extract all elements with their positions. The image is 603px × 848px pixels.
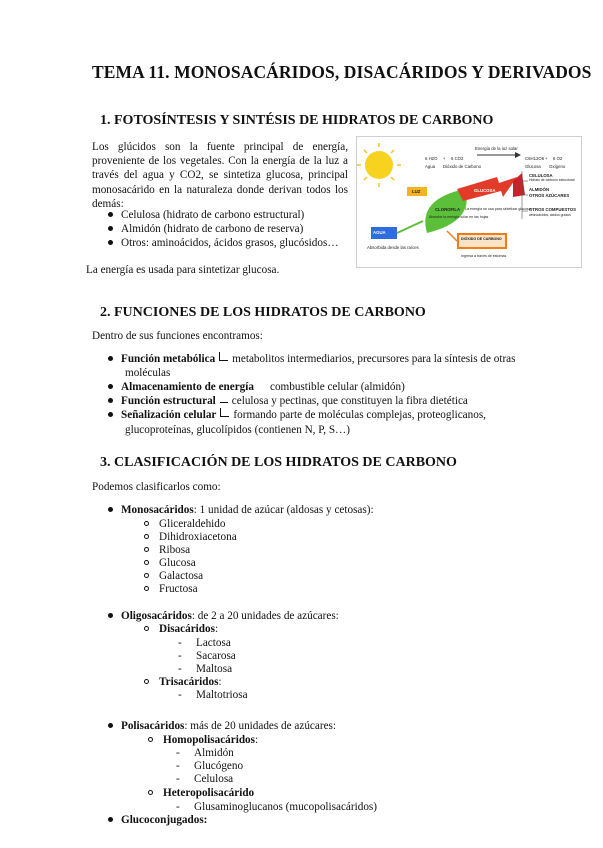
right-compuestos: OTROS COMPUESTOS <box>529 207 576 212</box>
sub-list-item: Gliceraldehido <box>144 517 225 531</box>
agua-desc: Absorbida desde las raíces <box>367 245 419 250</box>
list-item: Monosacáridos: 1 unidad de azúcar (aldosas y cetosas): <box>108 503 374 517</box>
circle-bullet-icon <box>144 547 149 552</box>
right-celulosa-desc: Hidrato de carbono estructural <box>529 178 575 182</box>
sub-list-item: Trisacáridos: <box>144 675 222 689</box>
list-item: Glucoconjugados: <box>108 813 207 827</box>
bullet-icon <box>108 817 113 822</box>
circle-bullet-icon <box>148 790 153 795</box>
bullet-icon <box>108 240 113 245</box>
sub-list-item: Fructosa <box>144 582 198 596</box>
right-otros: OTROS AZÚCARES <box>529 193 570 198</box>
section3-intro: Podemos clasificarlos como: <box>92 481 221 493</box>
arrow-icon <box>219 352 228 361</box>
plus-sign: + <box>545 156 548 161</box>
circle-bullet-icon <box>144 626 149 631</box>
list-item: Oligosacáridos: de 2 a 20 unidades de azúcares: <box>108 609 339 623</box>
bullet-icon <box>108 384 113 389</box>
sub-sub-list-item: - Maltosa <box>178 663 233 675</box>
list-item: Almidón (hidrato de carbono de reserva) <box>108 222 303 236</box>
clorofila-desc: Absorbe la energía solar en las hojas <box>429 215 489 219</box>
formula-co2: 6 CO2 <box>451 156 464 161</box>
bullet-icon <box>108 212 113 217</box>
page-title: TEMA 11. MONOSACÁRIDOS, DISACÁRIDOS Y DERIVADOS <box>92 62 592 82</box>
right-compuestos-desc: aminoácidos, ácidos grasos <box>529 213 571 217</box>
arrow-icon <box>220 394 228 403</box>
bullet-icon <box>108 613 113 618</box>
photosynthesis-diagram <box>356 136 582 268</box>
right-almidon: ALMIDÓN <box>529 187 550 192</box>
section1-closing: La energía es usada para sintetizar glucosa. <box>86 264 280 276</box>
list-item: Función metabólica metabolitos intermediarios, precursores para la síntesis de otras <box>108 352 516 366</box>
luz-label: LUZ <box>412 189 421 194</box>
sub-list-item: Ribosa <box>144 543 190 557</box>
list-item: Función estructural celulosa y pectinas, que constituyen la fibra dietética <box>108 394 468 408</box>
arrow-icon <box>220 408 229 417</box>
section-heading-3: 3. CLASIFICACIÓN DE LOS HIDRATOS DE CARBONO <box>100 455 457 470</box>
list-item: Otros: aminoácidos, ácidos grasos, glucósidos… <box>108 236 339 250</box>
circle-bullet-icon <box>144 573 149 578</box>
sub-sub-list-item: - Maltotriosa <box>178 689 248 701</box>
glucosa-label: GLUCOSA <box>474 188 496 193</box>
sub-list-item: Homopolisacáridos: <box>148 733 258 747</box>
formula-o2: 6 O2 <box>553 156 563 161</box>
agua-label: AGUA <box>373 230 386 235</box>
right-celulosa: CELULOSA <box>529 173 553 178</box>
sub-sub-list-item: - Sacarosa <box>178 650 236 662</box>
formula-h2o: 6 H2O <box>425 156 438 161</box>
section-heading-2: 2. FUNCIONES DE LOS HIDRATOS DE CARBONO <box>100 305 426 320</box>
dioxido-desc: Ingresa a través de estomas <box>461 254 507 258</box>
circle-bullet-icon <box>144 679 149 684</box>
label-agua: Agua <box>425 164 436 169</box>
sub-sub-list-item: - Glusaminoglucanos (mucopolisacáridos) <box>176 801 377 813</box>
circle-bullet-icon <box>144 586 149 591</box>
sub-list-item: Galactosa <box>144 569 203 583</box>
circle-bullet-icon <box>144 521 149 526</box>
sub-sub-list-item: - Lactosa <box>178 637 231 649</box>
section-heading-1: 1. FOTOSÍNTESIS Y SINTÉSIS DE HIDRATOS DE CARBONO <box>100 113 494 128</box>
list-item: Almacenamiento de energía combustible celular (almidón) <box>108 380 405 394</box>
bullet-icon <box>108 398 113 403</box>
sub-list-item: Glucosa <box>144 556 196 570</box>
section1-paragraph: Los glúcidos son la fuente principal de energía, proveniente de los vegetales. Con la energía de la luz a través del agua y CO2, se sintetiza glucosa, principal monosacárido en la naturaleza donde derivan todos los demás: <box>92 141 348 210</box>
circle-bullet-icon <box>144 534 149 539</box>
circle-bullet-icon <box>144 560 149 565</box>
clorofila-label: CLOROFILA <box>435 207 461 212</box>
formula-glucose: C6H12O6 <box>525 156 545 161</box>
list-item-continuation: glucoproteínas, glucolípidos (contienen N, P, S…) <box>125 424 350 436</box>
list-item: Polisacáridos: más de 20 unidades de azúcares: <box>108 719 336 733</box>
sub-list-item: Dihidroxiacetona <box>144 530 237 544</box>
list-item-continuation: moléculas <box>125 367 171 379</box>
label-dioxido: Dióxido de Carbono <box>443 164 481 169</box>
bullet-icon <box>108 723 113 728</box>
bullet-icon <box>108 226 113 231</box>
sub-list-item: Disacáridos: <box>144 622 218 636</box>
dioxido-label: DIÓXIDO DE CARBONO <box>461 237 502 241</box>
label-sun: Energía de la luz solar <box>475 146 518 151</box>
section2-intro: Dentro de sus funciones encontramos: <box>92 330 263 342</box>
sub-sub-list-item: - Almidón <box>176 747 234 759</box>
plus-sign: + <box>443 156 446 161</box>
list-item: Señalización celular formando parte de moléculas complejas, proteoglicanos, <box>108 408 486 422</box>
circle-bullet-icon <box>148 737 153 742</box>
sun-icon <box>357 143 401 187</box>
bullet-icon <box>108 356 113 361</box>
bullet-icon <box>108 507 113 512</box>
sub-sub-list-item: - Glucógeno <box>176 760 244 772</box>
label-glucosa: Glucosa <box>525 164 541 169</box>
list-item: Celulosa (hidrato de carbono estructural) <box>108 208 304 222</box>
bullet-icon <box>108 412 113 417</box>
sub-list-item: Heteropolisacárido <box>148 786 254 800</box>
label-oxigeno: Oxígeno <box>549 164 566 169</box>
sub-sub-list-item: - Celulosa <box>176 773 234 785</box>
energy-note: La energía se usa para sintetizar glucosa <box>465 207 531 211</box>
